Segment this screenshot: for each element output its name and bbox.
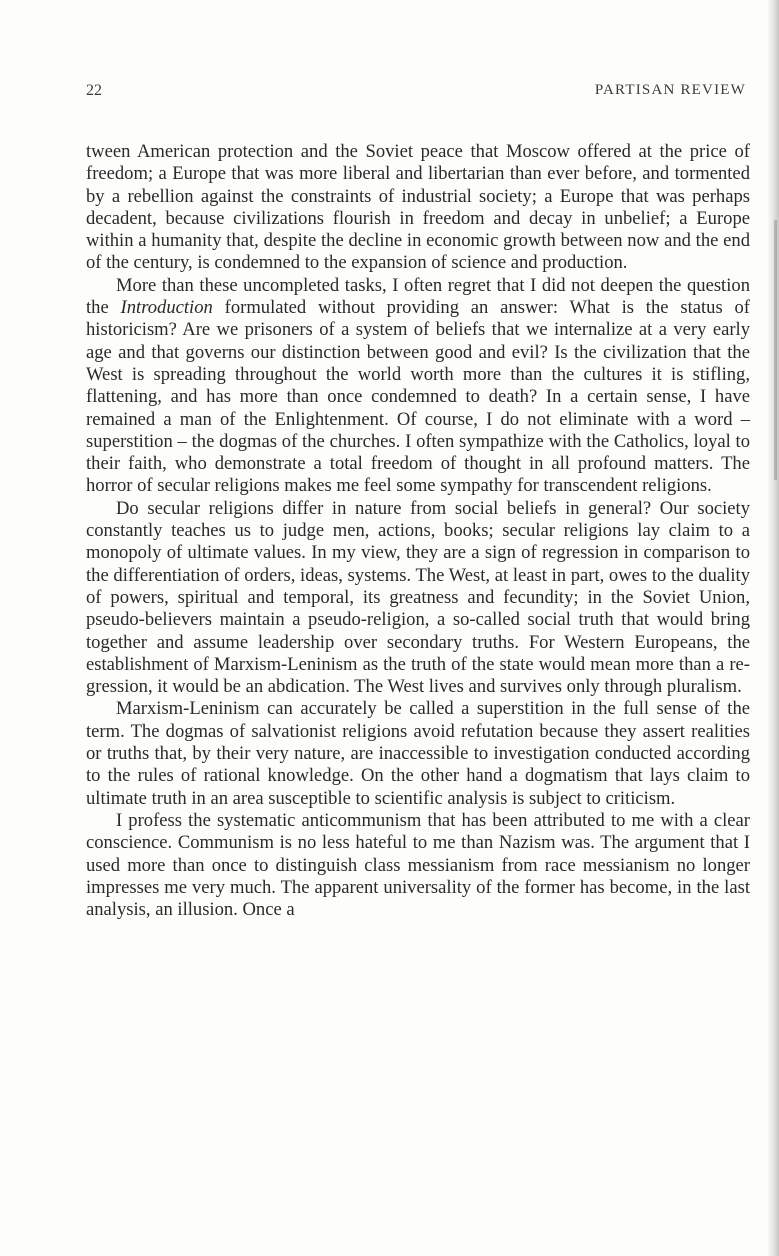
page-edge-shadow	[767, 0, 779, 1256]
paragraph-5: I profess the systematic anticommunism that has been attributed to me with a clear conscience. Communism is no less hateful to me than Nazism was. The argument that I used more than once to distinguish class messianism from race messianism no longer impresses me very much. The apparent universality of the former has become, in the last analysis, an illusion. Once a	[86, 809, 750, 921]
paragraph-3: Do secular religions differ in nature from social beliefs in general? Our society constantly teaches us to judge men, actions, books; secular religions lay claim to a monopoly of ultimate values. In my view, they are a sign of regression in comparison to the differentiation of orders, ideas, systems. The West, at least in part, owes to the duality of powers, spiritual and temporal, its greatness and fecundity; in the Soviet Union, pseudo-believers maintain a pseudo-religion, a so-called social truth that would bring together and assume leadership over secondary truths. For Western Europeans, the establishment of Marxism-Leninism as the truth of the state would mean more than a regression, it would be an abdication. The West lives and survives only through pluralism.	[86, 497, 750, 698]
paragraph-2-text-end: formulated without providing an answer: What is the status of historicism? Are we prisoners of a system of beliefs that we internalize at a very early age and that governs our distinction between good and evil? Is the civilization that the West is spreading throughout the world worth more than the cultures it is stifling, flattening, and has more than once condemned to death? In a certain sense, I have remained a man of the Enlightenment. Of course, I do not eliminate with a word – superstition – the dogmas of the churches. I often sympathize with the Catholics, loyal to their faith, who demonstrate a total freedom of thought in all profound matters. The horror of secular religions makes me feel some sympathy for transcendent religions.	[86, 297, 750, 497]
running-head: PARTISAN REVIEW	[594, 82, 746, 98]
body-text	[86, 141, 750, 921]
paragraph-4: Marxism-Leninism can accurately be called a superstition in the full sense of the term. The dogmas of salvationist religions avoid refutation because they assert realities or truths that, by their very nature, are inaccessible to investigation conducted according to the rules of rational knowledge. On the other hand a dogmatism that lays claim to ultimate truth in an area susceptible to scientific analysis is subject to criticism.	[86, 698, 750, 809]
paragraph-1: tween American protection and the Soviet peace that Moscow offered at the price of freedom; a Europe that was more liberal and libertarian than ever before, and tormented by a rebellion against the constraints of industrial society; a Europe that was perhaps decadent, because civilizations flourish in freedom and decay in unbelief; a Europe within a humanity that, despite the decline in economic growth between now and the end of the century, is condemned to the expansion of science and production.	[86, 141, 750, 274]
paragraph-2-text-start: More than these uncompleted tasks, I often regret that I did not deepen the question the	[86, 274, 750, 319]
book-title-introduction: Introduction	[120, 297, 213, 319]
page-header	[86, 82, 746, 104]
paragraph-2	[86, 275, 750, 498]
page-number: 22	[86, 82, 102, 99]
